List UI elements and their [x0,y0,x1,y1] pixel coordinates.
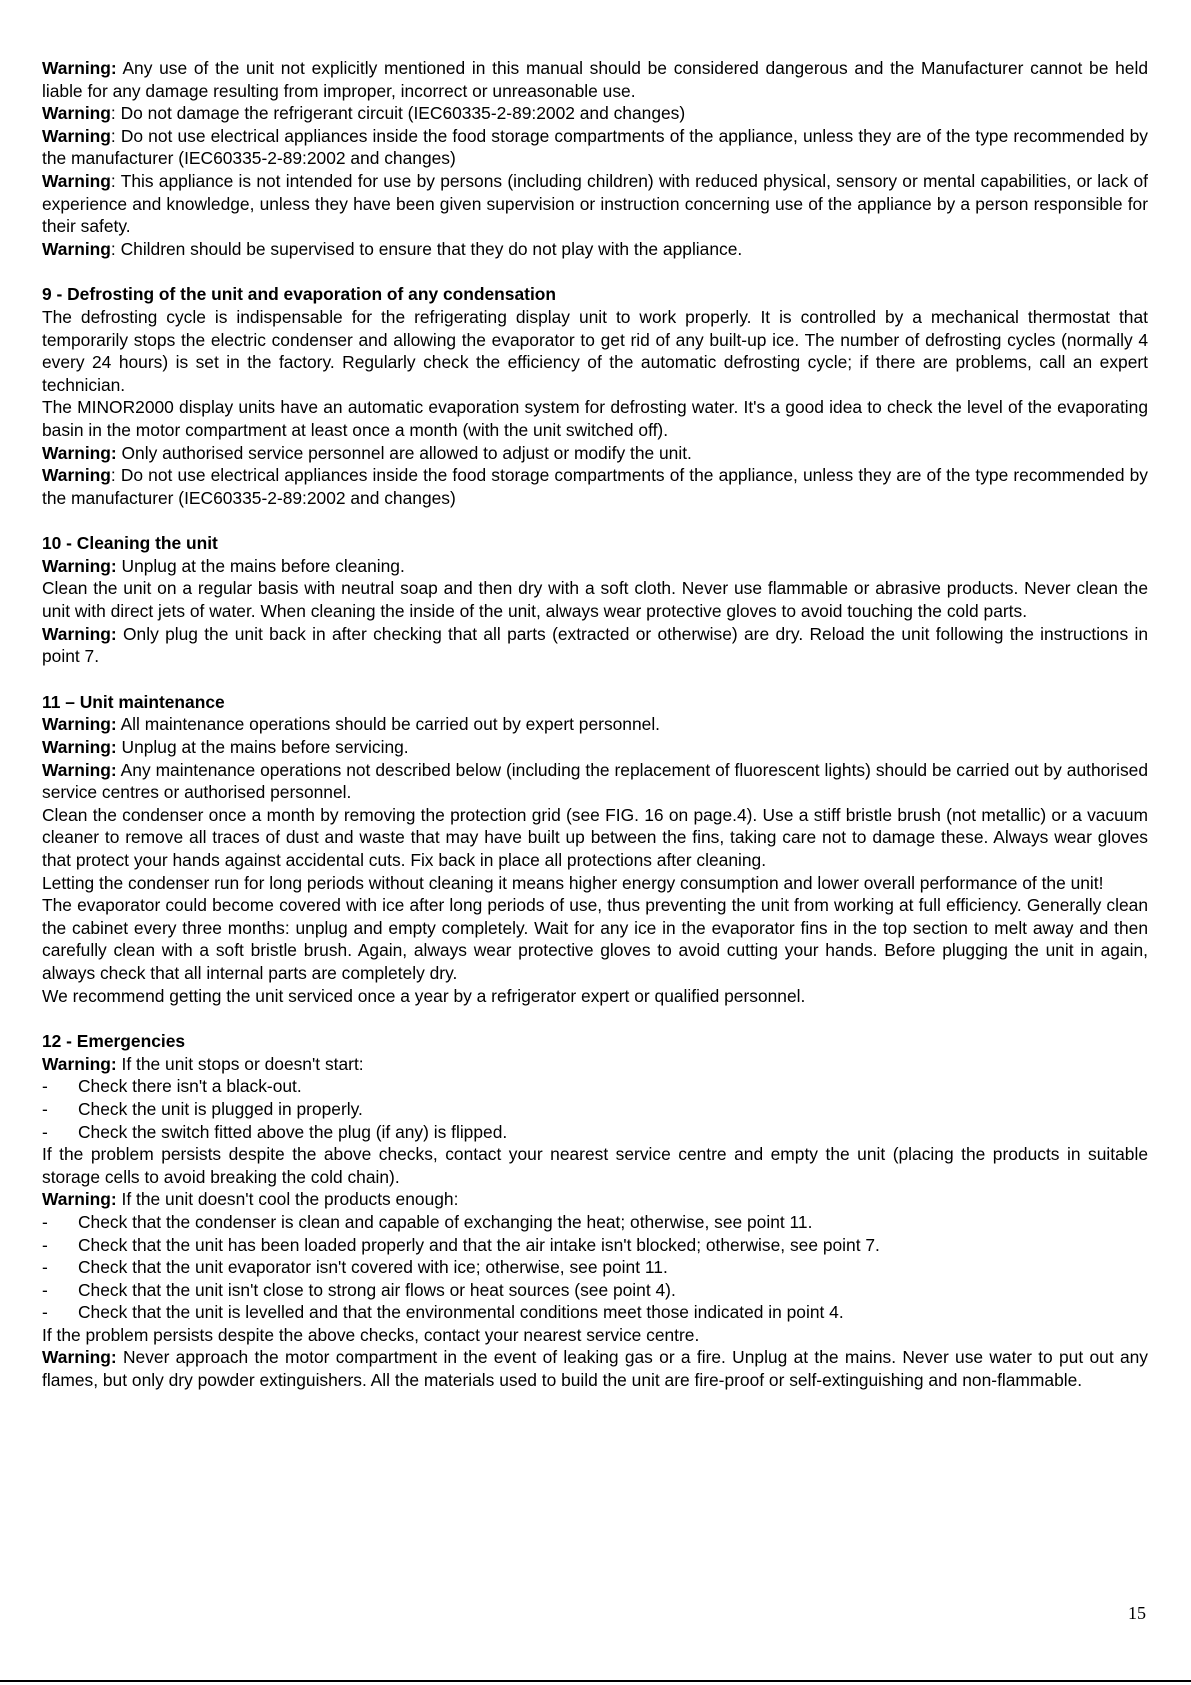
section-11-paragraph-3: The evaporator could become covered with ice after long periods of use, thus preventing the unit from working at full efficiency. Generally clean the cabinet every three months: unplug and empty completely. Wait for any ice in the evaporator fins in the top section to melt away and then carefully clean with a soft bristle brush. Again, always wear protective gloves to avoid cutting your hands. Before plugging the unit in again, always check that all internal parts are completely dry. [42,895,1148,983]
list-item: - Check that the unit has been loaded properly and that the air intake isn't blocked; otherwise, see point 7. [42,1234,880,1255]
section-11-paragraph-4: We recommend getting the unit serviced once a year by a refrigerator expert or qualified personnel. [42,985,806,1006]
section-12-heading: 12 - Emergencies [42,1031,186,1052]
page-number: 15 [1128,1603,1146,1623]
section-9-paragraph-2: The MINOR2000 display units have an automatic evaporation system for defrosting water. It's a good idea to check the level of the evaporating basin in the motor compartment at least once a month (with the unit switched off). [42,397,1148,440]
section-11-warning-2: Warning: Unplug at the mains before servicing. [42,737,409,758]
section-10-warning-1: Warning: Unplug at the mains before cleaning. [42,555,405,576]
section-11-paragraph-1: Clean the condenser once a month by removing the protection grid (see FIG. 16 on page.4). Use a stiff bristle brush (not metallic) or a vacuum cleaner to remove all traces of dust and waste that may have built up between the fins, taking care not to damage these. Always wear gloves that protect your hands against accidental cuts. Fix back in place all protections after cleaning. [42,804,1148,870]
list-item: - Check that the unit evaporator isn't covered with ice; otherwise, see point 11. [42,1257,668,1278]
section-11-warning-3: Warning: Any maintenance operations not described below (including the replacement of fluorescent lights) should be carried out by authorised service centres or authorised personnel. [42,759,1148,803]
list-item: - Check the unit is plugged in properly. [42,1098,363,1119]
section-12-warning-3: Warning: Never approach the motor compartment in the event of leaking gas or a fire. Unplug at the mains. Never use water to put out any flames, but only dry powder extinguishers. All the materials used to build the unit are fire-proof or self-extinguishing and non-flammable. [42,1347,1148,1391]
section-10-heading: 10 - Cleaning the unit [42,533,218,554]
section-12-paragraph-1: If the problem persists despite the above checks, contact your nearest service centre and empty the unit (placing the products in suitable storage cells to avoid breaking the cold chain). [42,1144,1148,1187]
intro-warning-3: Warning: Do not use electrical appliances inside the food storage compartments of the appliance, unless they are of the type recommended by the manufacturer (IEC60335-2-89:2002 and changes) [42,125,1148,169]
section-11-warning-1: Warning: All maintenance operations should be carried out by expert personnel. [42,714,661,735]
section-9-warning-1: Warning: Only authorised service personnel are allowed to adjust or modify the unit. [42,442,692,463]
intro-warning-1: Warning: Any use of the unit not explicitly mentioned in this manual should be considered dangerous and the Manufacturer cannot be held liable for any damage resulting from improper, incorrect or unreasonable use. [42,58,1148,101]
section-9-heading: 9 - Defrosting of the unit and evaporation of any condensation [42,284,557,305]
intro-warning-4: Warning: This appliance is not intended for use by persons (including children) with reduced physical, sensory or mental capabilities, or lack of experience and knowledge, unless they have been given supervision or instruction concerning use of the appliance by a person responsible for their safety. [42,170,1148,237]
list-item: - Check the switch fitted above the plug (if any) is flipped. [42,1121,508,1142]
section-11-heading: 11 – Unit maintenance [42,691,225,712]
list-item: - Check that the unit isn't close to strong air flows or heat sources (see point 4). [42,1279,676,1300]
bottom-rule [0,1680,1191,1682]
section-10-paragraph-1: Clean the unit on a regular basis with neutral soap and then dry with a soft cloth. Never use flammable or abrasive products. Never clean the unit with direct jets of water. When cleaning the inside of the unit, always wear protective gloves to avoid touching the cold parts. [42,578,1148,622]
section-10-warning-2: Warning: Only plug the unit back in after checking that all parts (extracted or otherwise) are dry. Reload the unit following the instructions in point 7. [42,623,1148,667]
section-12-warning-2: Warning: If the unit doesn't cool the products enough: [42,1189,459,1210]
section-12-warning-1: Warning: If the unit stops or doesn't start: [42,1053,364,1074]
section-11-paragraph-2: Letting the condenser run for long periods without cleaning it means higher energy consumption and lower overall performance of the unit! [42,872,1104,893]
section-12-paragraph-2: If the problem persists despite the above checks, contact your nearest service centre. [42,1324,700,1345]
list-item: - Check there isn't a black-out. [42,1076,302,1097]
intro-warning-2: Warning: Do not damage the refrigerant circuit (IEC60335-2-89:2002 and changes) [42,103,686,124]
list-item: - Check that the unit is levelled and that the environmental conditions meet those indicated in point 4. [42,1302,844,1323]
section-9-paragraph-1: The defrosting cycle is indispensable for the refrigerating display unit to work properly. It is controlled by a mechanical thermostat that temporarily stops the electric condenser and allowing the evaporator to get rid of any built-up ice. The number of defrosting cycles (normally 4 every 24 hours) is set in the factory. Regularly check the efficiency of the automatic defrosting cycle; if there are problems, call an expert technician. [42,306,1148,395]
section-9-warning-2: Warning: Do not use electrical appliances inside the food storage compartments of the appliance, unless they are of the type recommended by the manufacturer (IEC60335-2-89:2002 and changes) [42,465,1148,508]
document-body [42,57,1148,1392]
intro-warning-5: Warning: Children should be supervised to ensure that they do not play with the appliance. [42,238,743,259]
list-item: - Check that the condenser is clean and capable of exchanging the heat; otherwise, see point 11. [42,1211,813,1232]
